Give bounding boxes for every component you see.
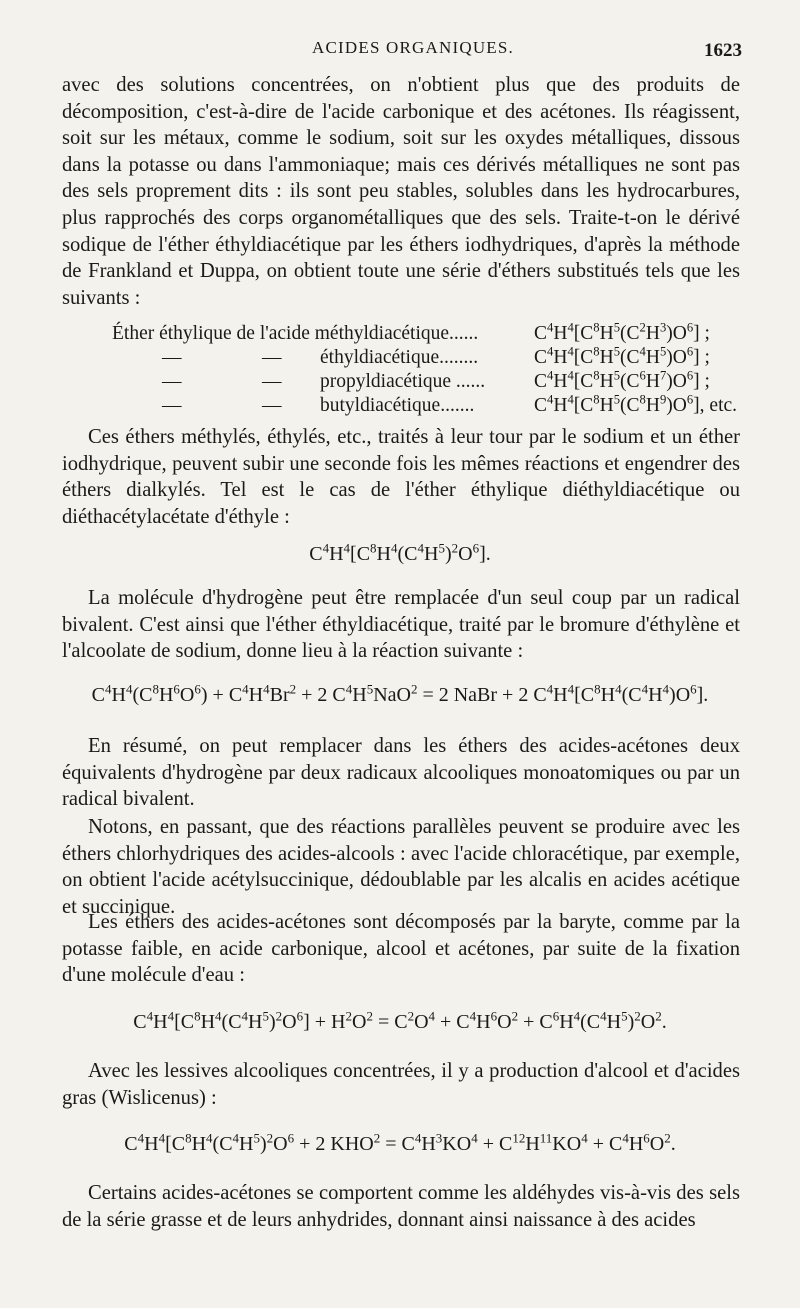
- paragraph-3-block: [62, 585, 740, 665]
- formula-diethyl: $C^4H^4[C^8H^4(C^4H^5)^2O^6]$.: [309, 540, 491, 565]
- ether-formula: $C^4H^4[C^8H^5(C^2H^3)O^6]$ ;: [534, 320, 710, 344]
- paragraph-8: Certains acides-acétones se comportent comme les aldéhydes vis-à-vis des sels de la série grasse et de leurs anhydrides, donnant ainsi naissance à des acides: [62, 1182, 740, 1231]
- ether-row: [62, 346, 762, 370]
- paragraph-2-block: [62, 424, 740, 530]
- ether-table: [62, 322, 762, 418]
- formula-ethylene-reaction: $C^4H^4(C^8H^6O^6) + C^4H^4Br^2 + 2$ $C^4H^5NaO^2 = 2$ NaBr + 2 $C^4H^4[C^8H^4(C^4H^4)O^6]$.: [91, 681, 709, 706]
- ether-row: [62, 370, 762, 394]
- paragraph-8-block: [62, 1180, 740, 1233]
- page-number: 1623: [704, 40, 742, 61]
- formula-potash: $C^4H^4[C^8H^4(C^4H^5)^2O^6 + 2$ $KHO^2 = C^4H^3KO^4 + C^{12}H^{11}KO^4 + C^4H^6O^2$.: [124, 1130, 676, 1155]
- ditto-dash: —: [262, 395, 282, 416]
- ditto-dash: —: [162, 371, 182, 392]
- ether-name: éthyldiacétique........: [320, 347, 479, 368]
- ether-name: Éther éthylique de l'acide méthyldiacétique......: [112, 323, 479, 344]
- paragraph-5-block: [62, 814, 740, 920]
- ether-formula: $C^4H^4[C^8H^5(C^8H^9)O^6]$, etc.: [534, 392, 738, 416]
- formula-baryte: $C^4H^4[C^8H^4(C^4H^5)^2O^6] + H^2O^2 = C^2O^4 + C^4H^6O^2 + C^6H^4(C^4H^5)^2O^2$.: [133, 1008, 667, 1033]
- paragraph-7-block: [62, 1058, 740, 1111]
- paragraph-3: La molécule d'hydrogène peut être remplacée d'un seul coup par un radical bivalent. C'est ainsi que l'éther éthyldiacétique, traité par le bromure d'éthylène et l'alcoolate de sodium, donne lieu à la réaction suivante :: [62, 587, 740, 663]
- ditto-dash: —: [162, 347, 182, 368]
- ditto-dash: —: [262, 371, 282, 392]
- running-head: ACIDES ORGANIQUES.: [312, 38, 514, 57]
- ether-name: propyldiacétique ......: [320, 371, 486, 392]
- paragraph-6-block: [62, 909, 740, 989]
- ditto-dash: —: [262, 347, 282, 368]
- paragraph-2: Ces éthers méthylés, éthylés, etc., traités à leur tour par le sodium et un éther iodhydrique, peuvent subir une seconde fois les mêmes réactions et engendrer des éthers dialkylés. Tel est le cas de l'éther éthylique diéthyldiacétique ou diéthacétylacétate d'éthyle :: [62, 426, 740, 528]
- paragraph-6: Les éthers des acides-acétones sont décomposés par la baryte, comme par la potasse faible, en acide carbonique, alcool et acétones, par suite de la fixation d'une molécule d'eau :: [62, 911, 740, 987]
- ether-formula: $C^4H^4[C^8H^5(C^6H^7)O^6]$ ;: [534, 368, 710, 392]
- ether-row: [62, 322, 762, 346]
- paragraph-1-block: [62, 72, 740, 311]
- paragraph-4: En résumé, on peut remplacer dans les éthers des acides-acétones deux équivalents d'hydrogène par deux radicaux alcooliques monoatomiques ou par un radical bivalent.: [62, 735, 740, 811]
- ether-formula: $C^4H^4[C^8H^5(C^4H^5)O^6]$ ;: [534, 344, 710, 368]
- page-header: [0, 38, 800, 64]
- ether-row: [62, 394, 762, 418]
- paragraph-1: avec des solutions concentrées, on n'obtient plus que des produits de décomposition, c'est-à-dire de l'acide carbonique et des acétones. Ils réagissent, soit sur les métaux, comme le sodium, soit sur les oxydes métalliques, dissous dans la potasse ou dans l'ammoniaque; mais ces dérivés métalliques ne sont pas des sels proprement dits : ils sont peu stables, solubles dans les hydrocarbures, plus rapprochés des corps organométalliques que des sels. Traite-t-on le dérivé sodique de l'éther éthyldiacétique par les éthers iodhydriques, d'après la méthode de Frankland et Duppa, on obtient toute une série d'éthers substitués tels que les suivants :: [62, 74, 740, 309]
- paragraph-5: Notons, en passant, que des réactions parallèles peuvent se produire avec les éthers chlorhydriques des acides-alcools : avec l'acide chloracétique, par exemple, on obtient l'acide acétylsuccinique, dédoublable par les alcalis en acides acétique et succinique.: [62, 816, 740, 918]
- paragraph-4-block: [62, 733, 740, 813]
- ditto-dash: —: [162, 395, 182, 416]
- ether-name: butyldiacétique.......: [320, 395, 475, 416]
- paragraph-7: Avec les lessives alcooliques concentrées, il y a production d'alcool et d'acides gras (Wislicenus) :: [62, 1060, 740, 1109]
